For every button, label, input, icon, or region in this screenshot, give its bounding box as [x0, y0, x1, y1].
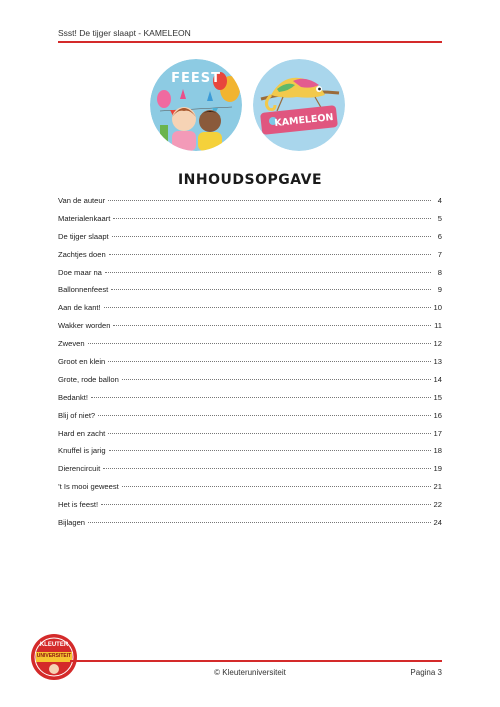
- toc-leader-dots: [113, 217, 431, 219]
- toc-entry-page: 11: [434, 321, 442, 331]
- toc-leader-dots: [111, 288, 431, 290]
- toc-entry: [58, 339, 442, 357]
- header-divider: [58, 41, 442, 43]
- toc-entry-page: 9: [437, 285, 442, 295]
- toc-entry-label: Materialenkaart: [58, 213, 111, 223]
- toc-entry-page: 13: [433, 357, 442, 367]
- toc-entry: [58, 303, 442, 321]
- toc-leader-dots: [105, 271, 431, 273]
- toc-leader-dots: [91, 396, 431, 398]
- toc-entry-page: 6: [437, 231, 442, 241]
- toc-title: INHOUDSOPGAVE: [177, 172, 323, 188]
- toc-entry: [58, 285, 442, 303]
- toc-entry-page: 4: [437, 196, 442, 205]
- toc-entry-page: 17: [433, 428, 442, 438]
- toc-entry-page: 12: [433, 339, 442, 349]
- footer-divider: [70, 660, 442, 662]
- toc-entry-label: Bedankt!: [58, 392, 88, 402]
- toc-entry-page: 8: [437, 267, 442, 277]
- toc-leader-dots: [112, 235, 431, 237]
- toc-entry-page: 7: [437, 249, 442, 259]
- logo-text-top: KLEUTER: [39, 642, 69, 648]
- toc-entry-label: Ballonnenfeest: [58, 285, 109, 295]
- footer-copyright: © Kleuteruniversiteit: [214, 668, 286, 677]
- toc-entry-label: Doe maar na: [58, 267, 102, 277]
- toc-leader-dots: [108, 432, 431, 434]
- toc-entry-label: Dierencircuit: [58, 464, 101, 474]
- toc-leader-dots: [109, 449, 431, 451]
- toc-entry-page: 24: [433, 518, 442, 528]
- toc-entry: [58, 357, 442, 375]
- logo-text-bottom: UNIVERSITEIT: [36, 653, 72, 659]
- toc-entry: [58, 411, 442, 429]
- toc-leader-dots: [101, 503, 431, 505]
- toc-entry-page: 5: [437, 213, 442, 223]
- toc-entry: [58, 250, 442, 268]
- toc-leader-dots: [104, 306, 431, 308]
- toc-entry-page: 15: [433, 392, 442, 402]
- toc-entry: [58, 464, 442, 482]
- toc-entry-page: 21: [433, 482, 442, 492]
- toc-leader-dots: [122, 378, 431, 380]
- toc-entry-page: 10: [433, 303, 442, 313]
- toc-entry-page: 14: [433, 374, 442, 384]
- feest-badge-label: FEEST: [171, 71, 221, 86]
- footer-page-number: Pagina 3: [410, 668, 442, 677]
- toc-leader-dots: [122, 485, 431, 487]
- toc-leader-dots: [109, 253, 431, 255]
- feest-badge: [150, 59, 242, 151]
- toc-entry-label: Wakker worden: [58, 321, 111, 331]
- toc-entry: [58, 393, 442, 411]
- toc-entry: [58, 429, 442, 447]
- toc-entry: [58, 268, 442, 286]
- toc-entry: [58, 321, 442, 339]
- table-of-contents: [58, 196, 442, 536]
- toc-entry-page: 18: [433, 446, 442, 456]
- toc-entry-label: Bijlagen: [58, 518, 86, 528]
- toc-leader-dots: [98, 414, 431, 416]
- toc-entry-page: 16: [433, 410, 442, 420]
- toc-entry-label: Aan de kant!: [58, 303, 101, 313]
- kameleon-badge-label: KAMELEON: [273, 111, 335, 130]
- toc-leader-dots: [108, 199, 431, 201]
- toc-entry-label: Van de auteur: [58, 196, 106, 205]
- toc-entry-label: Grote, rode ballon: [58, 374, 119, 384]
- toc-entry-label: ’t Is mooi geweest: [58, 482, 119, 492]
- toc-entry-page: 22: [433, 500, 442, 510]
- toc-entry-label: De tijger slaapt: [58, 231, 109, 241]
- toc-leader-dots: [108, 360, 431, 362]
- toc-entry: [58, 518, 442, 536]
- toc-entry: [58, 375, 442, 393]
- toc-entry: [58, 232, 442, 250]
- toc-leader-dots: [103, 467, 431, 469]
- chameleon-illustration: [253, 59, 345, 151]
- toc-entry-label: Blij of niet?: [58, 410, 96, 420]
- toc-entry: [58, 500, 442, 518]
- toc-leader-dots: [113, 324, 431, 326]
- toc-leader-dots: [88, 521, 431, 523]
- toc-entry: [58, 214, 442, 232]
- running-header: Ssst! De tijger slaapt - KAMELEON: [58, 28, 191, 38]
- toc-entry: [58, 482, 442, 500]
- toc-leader-dots: [88, 342, 431, 344]
- toc-entry-label: Knuffel is jarig: [58, 446, 106, 456]
- kameleon-badge: [253, 59, 345, 151]
- toc-entry-label: Zweven: [58, 339, 85, 349]
- toc-entry-label: Zachtjes doen: [58, 249, 106, 259]
- toc-entry-label: Groot en klein: [58, 357, 106, 367]
- toc-entry-page: 19: [433, 464, 442, 474]
- toc-entry: [58, 446, 442, 464]
- toc-entry-label: Hard en zacht: [58, 428, 106, 438]
- toc-entry: [58, 196, 442, 214]
- toc-entry-label: Het is feest!: [58, 500, 99, 510]
